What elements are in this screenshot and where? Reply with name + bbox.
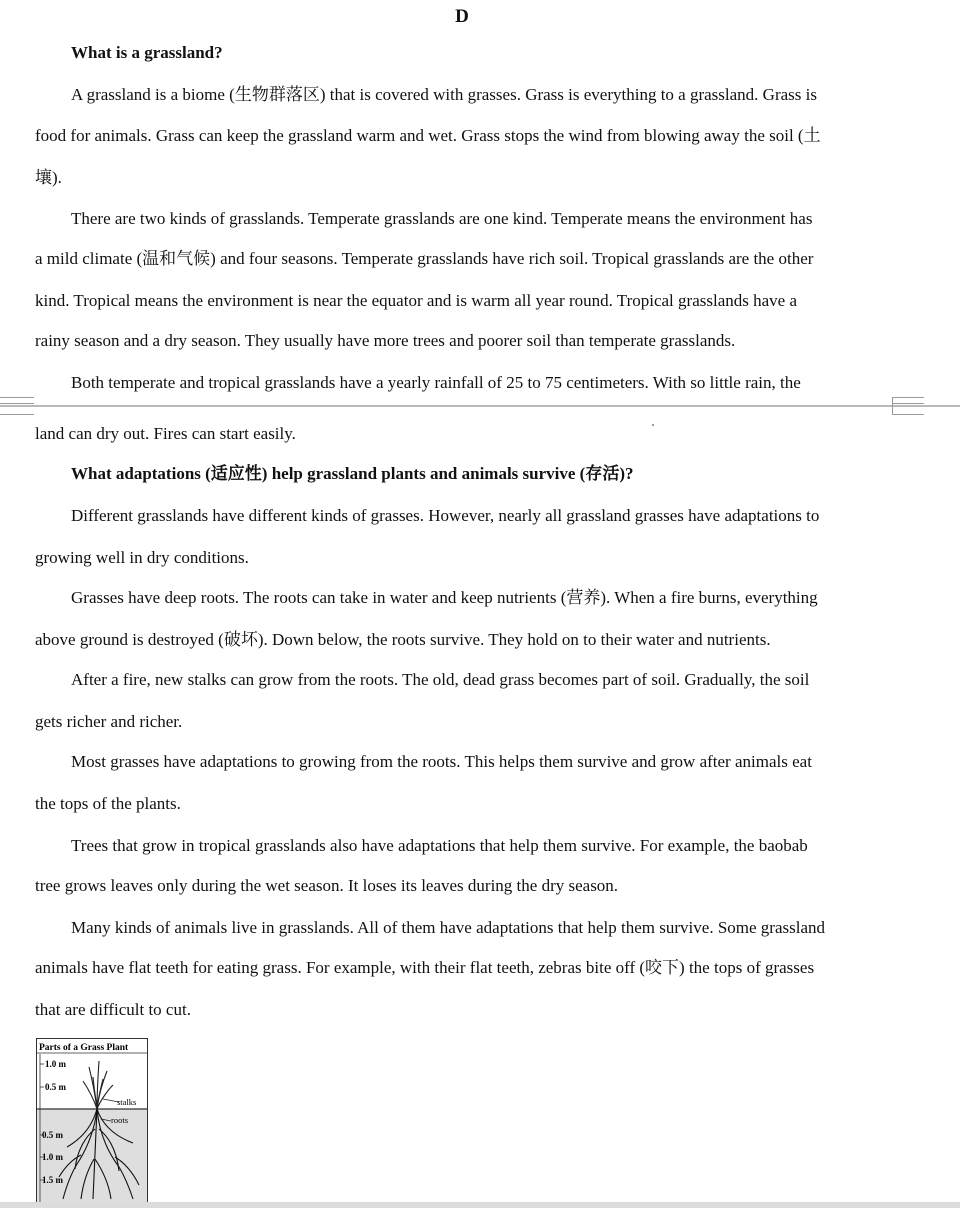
section-title: D bbox=[455, 6, 469, 27]
page-break-marker-left bbox=[0, 397, 34, 415]
paragraph-3-line-2: land can dry out. Fires can start easily. bbox=[35, 424, 296, 443]
label-1m-above: 1.0 m bbox=[45, 1059, 66, 1069]
paragraph-5-line-2: above ground is destroyed (破坏). Down below, the roots survive. They hold on to their water and nutrients. bbox=[35, 630, 771, 649]
paragraph-5-line-1: Grasses have deep roots. The roots can take in water and keep nutrients (营养). When a fire burns, everything bbox=[71, 588, 818, 607]
paragraph-6-line-2: gets richer and richer. bbox=[35, 712, 183, 731]
page-break-marker-right bbox=[892, 397, 924, 415]
paragraph-8-line-1: Trees that grow in tropical grasslands also have adaptations that help them survive. For example, the baobab bbox=[71, 836, 808, 855]
grass-blades bbox=[83, 1061, 113, 1109]
figure-title: Parts of a Grass Plant bbox=[39, 1043, 129, 1053]
label-stalks: stalks bbox=[117, 1097, 137, 1107]
paragraph-2-line-1: There are two kinds of grasslands. Temperate grasslands are one kind. Temperate means the environment has bbox=[71, 209, 813, 228]
paragraph-1-line-1: A grassland is a biome (生物群落区) that is covered with grasses. Grass is everything to a grassland. Grass is bbox=[71, 85, 817, 104]
paragraph-9-line-1: Many kinds of animals live in grasslands. All of them have adaptations that help them survive. Some grassland bbox=[71, 918, 826, 937]
label-05m-below: 0.5 m bbox=[42, 1130, 63, 1140]
heading-what-is-grassland: What is a grassland? bbox=[71, 43, 223, 62]
paragraph-7-line-1: Most grasses have adaptations to growing from the roots. This helps them survive and grow after animals eat bbox=[71, 752, 812, 771]
paragraph-4-line-1: Different grasslands have different kinds of grasses. However, nearly all grassland grasses have adaptations to bbox=[71, 506, 820, 525]
label-roots: roots bbox=[111, 1115, 128, 1125]
page-break-line bbox=[0, 405, 960, 407]
paragraph-3-line-1: Both temperate and tropical grasslands have a yearly rainfall of 25 to 75 centimeters. With so little rain, the bbox=[71, 373, 801, 392]
paragraph-8-line-2: tree grows leaves only during the wet season. It loses its leaves during the dry season. bbox=[35, 876, 619, 895]
paragraph-6-line-1: After a fire, new stalks can grow from the roots. The old, dead grass becomes part of soil. Gradually, the soil bbox=[71, 670, 810, 689]
paragraph-2-line-4: rainy season and a dry season. They usually have more trees and poorer soil than temperate grasslands. bbox=[35, 331, 736, 350]
label-15m-below: 1.5 m bbox=[42, 1175, 63, 1185]
paragraph-2-line-2: a mild climate (温和气候) and four seasons. Temperate grasslands have rich soil. Tropical grasslands are the other bbox=[35, 249, 814, 268]
paragraph-1-line-2: food for animals. Grass can keep the grassland warm and wet. Grass stops the wind from blowing away the soil (土 bbox=[35, 126, 821, 145]
bottom-scroll-edge bbox=[0, 1202, 960, 1208]
paragraph-1-line-3: 壤). bbox=[35, 168, 62, 187]
heading-adaptations: What adaptations (适应性) help grassland plants and animals survive (存活)? bbox=[71, 464, 634, 483]
paragraph-9-line-2: animals have flat teeth for eating grass. For example, with their flat teeth, zebras bite off (咬下) the tops of grasses bbox=[35, 958, 815, 977]
paragraph-7-line-2: the tops of the plants. bbox=[35, 794, 181, 813]
paragraph-2-line-3: kind. Tropical means the environment is near the equator and is warm all year round. Tropical grasslands have a bbox=[35, 291, 797, 310]
paragraph-9-line-3: that are difficult to cut. bbox=[35, 1000, 191, 1019]
label-1m-below: 1.0 m bbox=[42, 1152, 63, 1162]
grass-plant-diagram bbox=[36, 1038, 148, 1204]
paragraph-4-line-2: growing well in dry conditions. bbox=[35, 548, 249, 567]
label-05m-above: 0.5 m bbox=[45, 1082, 66, 1092]
